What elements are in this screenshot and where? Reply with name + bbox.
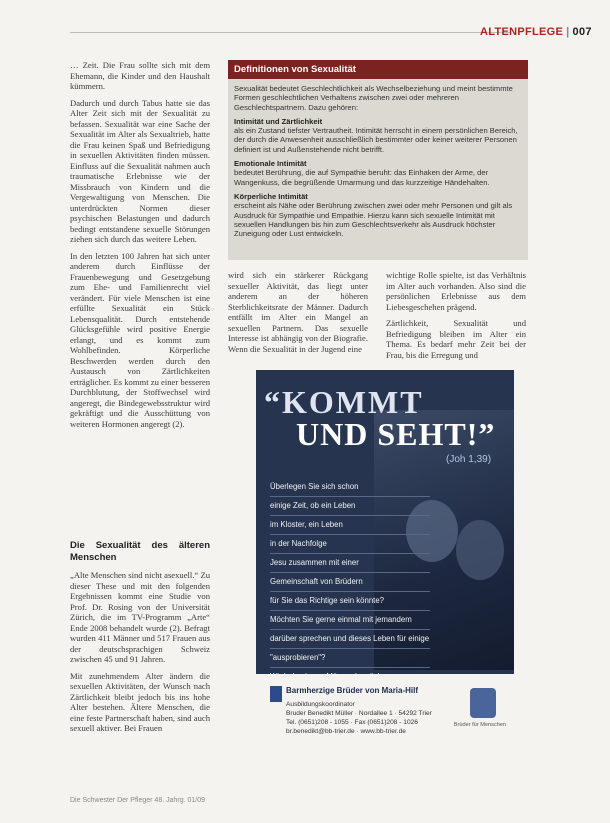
ad-line: Jesu zusammen mit einer xyxy=(270,554,430,573)
text-column-2 xyxy=(228,270,368,360)
ad-text-lines xyxy=(270,478,430,706)
ad-line: in der Nachfolge xyxy=(270,535,430,554)
ad-line: Möchten Sie gerne einmal mit jemandem xyxy=(270,611,430,630)
paragraph: „Alte Menschen sind nicht asexuell.“ Zu dieser These und mit den folgenden Ergebnissen kommt eine Studie von Prof. Dr. Rosing von der Universität Zürich, die im TV-Programm „Arte“ Ende 2008 behandelt wurde (2). Befragt wurden 411 Männer und 517 Frauen aus der deutschsprachigen Schweiz zwischen 45 und 91 Jahren. xyxy=(70,570,210,664)
ad-line: im Kloster, ein Leben xyxy=(270,516,430,535)
address-line: Ausbildungskoordinator xyxy=(286,701,355,708)
ad-headline-1: “KOMMT xyxy=(264,384,424,420)
paragraph: … Zeit. Die Frau sollte sich mit dem Ehemann, die Kinder und den Haushalt kümmern. xyxy=(70,60,210,91)
definition-heading: Intimität und Zärtlichkeit xyxy=(234,116,323,126)
text-column-1-lower xyxy=(70,540,210,740)
definition-intro: Sexualität bedeutet Geschlechtlichkeit als Wechselbeziehung und meint bestimmte Formen geschlechtlichen Verhaltens zwischen zwei oder mehreren Geschlechtspartnern. Dazu gehören: xyxy=(234,84,513,112)
ad-line: darüber sprechen und dieses Leben für einige xyxy=(270,630,430,649)
organization-logo-icon xyxy=(270,686,282,702)
paragraph: wird sich ein stärkerer Rückgang sexueller Aktivität, das liegt unter anderem an der höheren Sterblichkeitsrate der Männer. Dadurch entfällt im Alter ein Mangel an sexuellen Partnern. Das sexuelle Interesse ist abhängig von der Biografie. Wenn die Sexualität in der Jugend eine xyxy=(228,270,368,354)
definition-text: erscheint als Nähe oder Berührung zwischen zwei oder mehr Personen und gilt als Ausdruck für Sympathie und Empathie. Hierzu kann sich sexuelle Intimität mit sexuellen Handlungen bis hin zum Geschlechtsverkehr als Ausdruck höchster Zuneigung oder Lust entwickeln. xyxy=(234,201,513,239)
paragraph: wichtige Rolle spielte, ist das Verhältnis im Alter auch vorhanden. Also sind die persönlichen Erlebnisse aus dem Liebesgeschehen prägend. xyxy=(386,270,526,312)
ad-bible-reference: (Joh 1,39) xyxy=(446,454,492,465)
definition-heading: Emotionale Intimität xyxy=(234,159,307,169)
ad-line: "ausprobieren"? xyxy=(270,649,430,668)
person-figure xyxy=(456,520,504,580)
paragraph: Mit zunehmendem Alter ändern die sexuellen Aktivitäten, der Wunsch nach Zärtlichkeit bleibt jedoch bis ins hohe Alter bestehen. Ältere Menschen, die eine feste Partnerschaft haben, sind auch sexuell aktiver. Bei Frauen xyxy=(70,670,210,733)
definition-text: bedeutet Berührung, die auf Sympathie beruht: das Einhaken der Arme, der Wangenkuss, die begrüßende Umarmung und das kurzzeitige Händehalten. xyxy=(234,168,490,187)
definition-box-title: Definitionen von Sexualität xyxy=(228,60,528,79)
ad-line: einige Zeit, ob ein Leben xyxy=(270,497,430,516)
definition-box xyxy=(228,60,528,260)
ad-headline-2: UND SEHT!” xyxy=(296,416,496,452)
running-header: ALTENPFLEGE | 007 xyxy=(480,26,592,38)
page-number: 007 xyxy=(572,26,592,38)
address-line: br.benedikt@bb-trier.de · www.bb-trier.de xyxy=(286,728,406,735)
text-column-1 xyxy=(70,60,210,435)
section-label: ALTENPFLEGE xyxy=(480,26,564,38)
paragraph: Zärtlichkeit, Sexualität und Befriedigung bleiben im Alter ein Thema. Es bedarf mehr Zeit bei der Frau, bis die Erregung und xyxy=(386,318,526,360)
definition-text: als ein Zustand tiefster Vertrautheit. Intimität herrscht in einem persönlichen Bereich, der durch die Anwesenheit ausschließlich bestimmter oder keiner weiterer Personen definiert ist und Außenstehende nicht betrifft. xyxy=(234,126,518,154)
advertisement xyxy=(256,370,514,756)
seal-caption: Brüder für Menschen xyxy=(453,722,506,728)
paragraph: In den letzten 100 Jahren hat sich unter anderem durch Einflüsse der Frauenbewegung und Gesetzgebung zum Ehe- und Familienrecht viel verändert. Für viele Menschen ist eine erfüllte Sexualität ein Stück Lebensqualität. Durch entstehende Glücksgefühle wird positive Energie erlangt, und es kommt zum Wohlbefinden. Körperliche Beschwerden werden durch den Austausch von Zärtlichkeiten erträglicher. Es kommt zu einer besseren Durchblutung, der Stoffwechsel wird angeregt, die Bindegewebsstruktur wird gekräftigt und die Ausschüttung von weiteren Hormonen angeregt (2). xyxy=(70,250,210,429)
header-rule xyxy=(70,32,510,33)
text-column-3 xyxy=(386,270,526,366)
section-subhead: Die Sexualität des älteren Menschen xyxy=(70,540,210,563)
page-footer: Die Schwester Der Pfleger 48. Jahrg. 01/09 xyxy=(70,797,206,804)
ad-line: Gemeinschaft von Brüdern xyxy=(270,573,430,592)
organization-name: Barmherzige Brüder von Maria-Hilf xyxy=(286,686,419,695)
seal-icon xyxy=(470,688,496,718)
ad-line: Überlegen Sie sich schon xyxy=(270,478,430,497)
organization-address xyxy=(286,700,432,736)
ad-line: für Sie das Richtige sein könnte? xyxy=(270,592,430,611)
definition-heading: Körperliche Intimität xyxy=(234,191,308,201)
address-line: Tel. (0651)208 - 1055 · Fax (0651)208 - 1026 xyxy=(286,719,418,726)
address-line: Bruder Benedikt Müller · Nordallee 1 · 54292 Trier xyxy=(286,710,432,717)
paragraph: Dadurch und durch Tabus hatte sie das Alter Zeit sich mit der Sexualität zu befassen. Sexualität war eine Sache der Sexualität im Alter als Sexualtrieb, hatte die Frau keinen Spaß und Befriedigung in sexuellen Aktivitäten finden müssen. Einfluss auf die Sexualität nahmen auch traumatische Erlebnisse wie der Missbrauch von Kindern und die Vergewaltigung von Menschen. Die unterdrückten Normen dieser psychischen Belastungen und dadurch bedingt entstandene sexuelle Störungen ziehen sich durch das weitere Leben. xyxy=(70,97,210,244)
